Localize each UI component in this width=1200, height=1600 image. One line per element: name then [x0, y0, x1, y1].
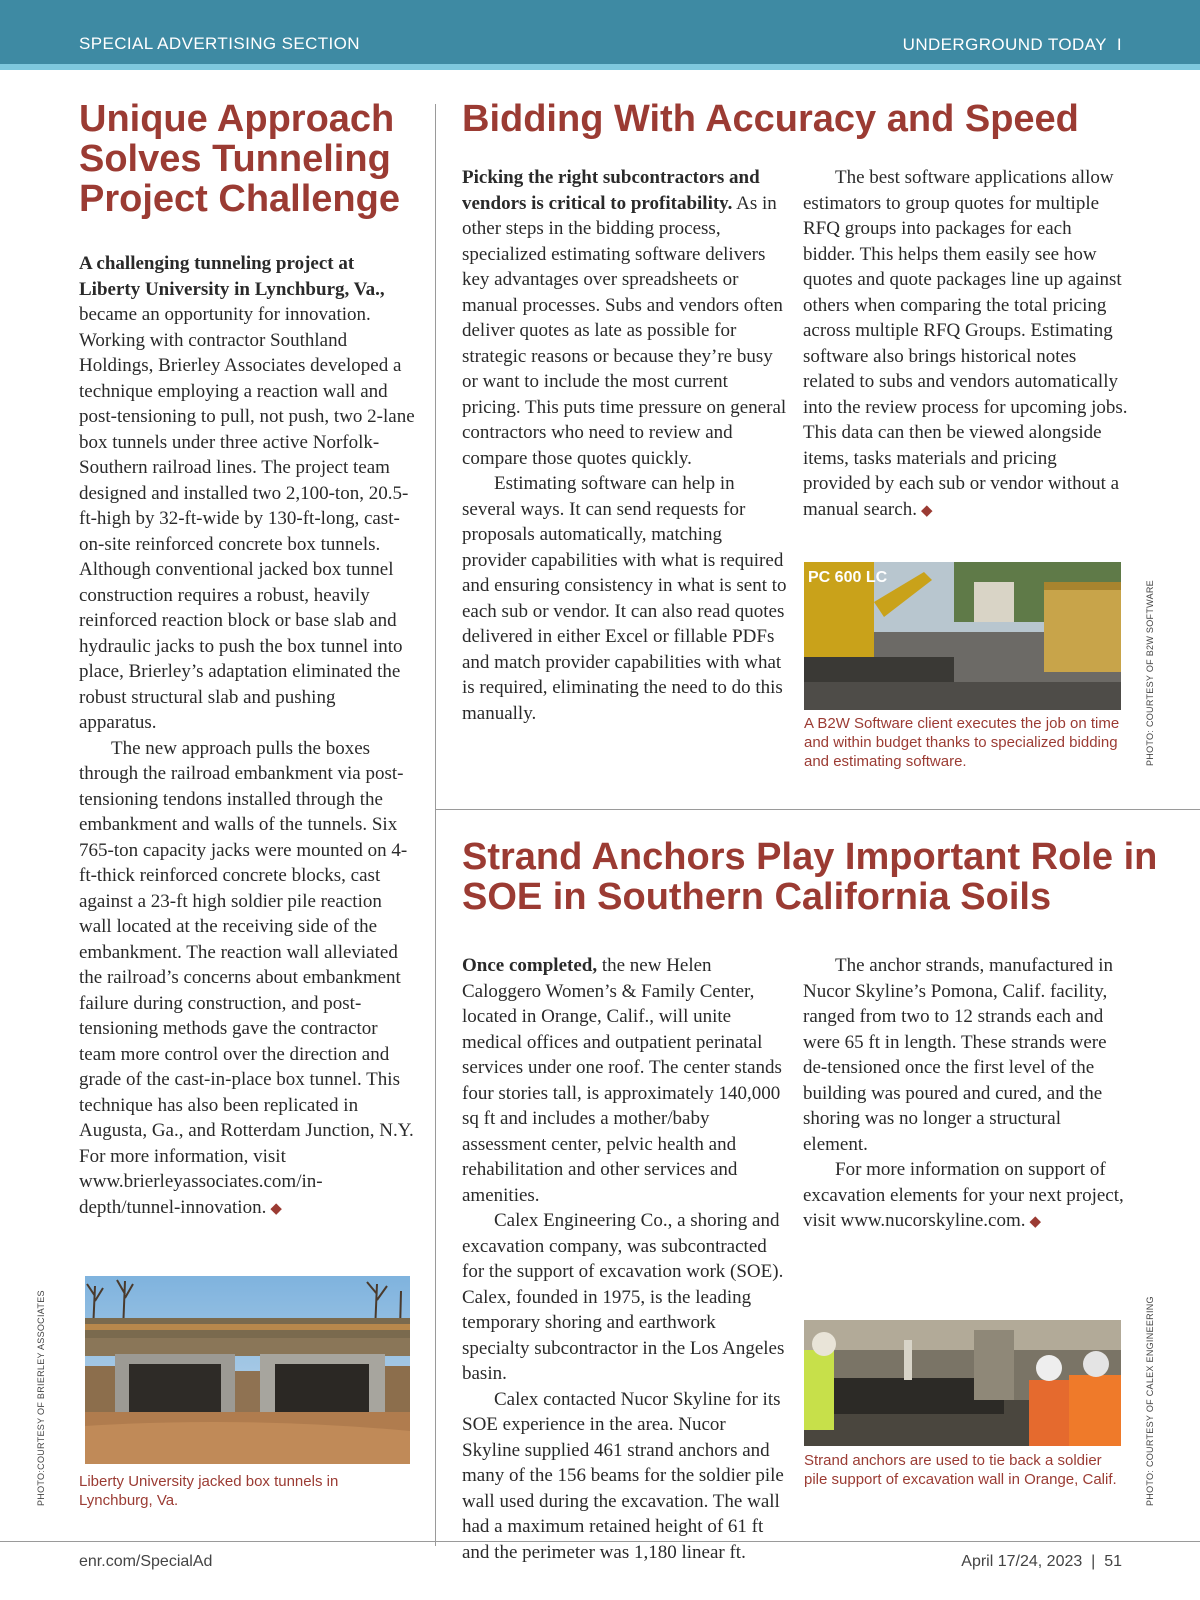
article1-body — [79, 251, 415, 1222]
strand-anchor-photo-image — [804, 1320, 1121, 1446]
tunnel-photo-image — [85, 1276, 410, 1464]
article3-para5: For more information on support of excavation elements for your next project, visit www.nucorskyline.com. — [803, 1159, 1124, 1231]
article2-paragraph — [462, 165, 787, 471]
article2-body-left — [462, 165, 787, 726]
article2-body-right — [803, 165, 1128, 524]
footer-url: enr.com/SpecialAd — [79, 1553, 213, 1570]
article2-lead: Picking the right subcontractors and vendors is critical to profitability. — [462, 167, 760, 214]
publication-title: UNDERGROUND TODAY — [902, 35, 1107, 54]
article3-paragraph: The anchor strands, manufactured in Nucor Skyline’s Pomona, Calif. facility, ranged from two to 12 strands each and were 65 ft in length. These strands were de-tensioned once the first level of the building was poured and cured, and the shoring was no longer a structural element. — [803, 955, 1114, 1155]
article3-headline: Strand Anchors Play Important Role in SOE in Southern California Soils — [462, 836, 1158, 918]
article2-paragraph: Estimating software can help in several ways. It can send requests for proposals automatically, matching provider capabilities with what is required and ensuring consistency in what is sent to each sub or vendor. It can also read quotes delivered in either Excel or fillable PDFs and match provider capabilities with what is required, eliminating the need to do this manually. — [462, 473, 787, 724]
end-mark-icon: ◆ — [1029, 1214, 1042, 1230]
article3-body-left — [462, 953, 787, 1563]
article3-paragraph: Calex contacted Nucor Skyline for its SOE experience in the area. Nucor Skyline supplied 461 strand anchors and many of the 156 beams for the soldier pile wall used during the excavation. The wall had a maximum retained height of 61 ft and the perimeter was 1,180 linear ft. — [462, 1388, 784, 1563]
strand-anchor-photo — [804, 1320, 1121, 1446]
strand-anchor-photo-caption: Strand anchors are used to tie back a soldier pile support of excavation wall in Orange, Calif. — [804, 1452, 1117, 1488]
article3-paragraph — [803, 1157, 1128, 1236]
tunnel-photo-credit: PHOTO:COURTESY OF BRIERLEY ASSOCIATES — [36, 1290, 46, 1506]
article3-paragraph: Calex Engineering Co., a shoring and excavation company, was subcontracted for the support of excavation work (SOE). Calex, founded in 1975, is the leading temporary shoring and earthwork specialty subcontractor in the Los Angeles basin. — [462, 1210, 785, 1384]
footer-date-page: April 17/24, 2023 | 51 — [961, 1553, 1122, 1570]
publication-label — [903, 35, 1122, 55]
section-label: SPECIAL ADVERTISING SECTION — [79, 34, 360, 53]
header-stripe — [0, 64, 1200, 70]
strand-anchor-photo-credit: PHOTO: COURTESY OF CALEX ENGINEERING — [1145, 1296, 1155, 1506]
end-mark-icon: ◆ — [270, 1200, 282, 1217]
excavator-photo — [804, 562, 1121, 710]
article1-lead: A challenging tunneling project at Liberty University in Lynchburg, Va., — [79, 253, 385, 300]
page-header — [0, 0, 1200, 64]
article1-paragraph — [79, 251, 415, 736]
article3-lead: Once completed, — [462, 955, 598, 976]
tunnel-photo-caption: Liberty University jacked box tunnels in Lynchburg, Va. — [79, 1473, 339, 1509]
article1-paragraph — [79, 736, 415, 1223]
article3-body-right — [803, 953, 1128, 1236]
excavator-photo-caption: A B2W Software client executes the job on time and within budget thanks to specialized bidding and estimating software. — [804, 715, 1120, 770]
article2-para3: The best software applications allow estimators to group quotes for multiple RFQ groups into packages for each bidder. This helps them easily see how quotes and quote packages line up against others when comparing the total pricing across multiple RFQ Groups. Estimating software also brings historical notes related to subs and vendors automatically into the review process for upcoming jobs. This data can then be viewed alongside items, tasks materials and pricing provided by each sub or vendor without a manual search. — [803, 167, 1128, 520]
tunnel-photo — [85, 1276, 410, 1464]
end-mark-icon: ◆ — [920, 502, 933, 519]
excavator-sign: PC 600 LC — [808, 569, 888, 586]
excavator-photo-image — [804, 562, 1121, 710]
article2-headline: Bidding With Accuracy and Speed — [462, 98, 1079, 140]
article1-lead-text: became an opportunity for innovation. Working with contractor Southland Holdings, Brierley Associates developed a technique employing a reaction wall and post-tensioning to pull, not push, two 2-lane box tunnels under three active Norfolk-Southern railroad lines. The project team designed and installed two 2,100-ton, 20.5-ft-high by 32-ft-wide by 130-ft-long, cast-on-site reinforced concrete box tunnels. Although conventional jacked box tunnel construction requires a robust, heavily reinforced reaction block or base slab and hydraulic jacks to push the box tunnel into place, Brierley’s adaptation eliminated the robust structural slab and pushing apparatus. — [79, 304, 415, 733]
article1-headline: Unique Approach Solves Tunneling Project Challenge — [79, 98, 400, 220]
header-separator: I — [1116, 35, 1122, 54]
article1-para2: The new approach pulls the boxes through the railroad embankment via post-tensioning tendons installed through the embankment and walls of the tunnels. Six 765-ton capacity jacks were mounted on 4-ft-thick reinforced concrete blocks, cast against a 23-ft high soldier pile reaction wall located at the receiving side of the embankment. The reaction wall alleviated the railroad’s concerns about embankment failure during construction, and post-tensioning methods gave the contractor team more control over the direction and grade of the cast-in-place box tunnel. This technique has also been replicated in Augusta, Ga., and Rotterdam Junction, N.Y. For more information, visit www.brierleyassociates.com/in-depth/tunnel-innovation. — [79, 737, 414, 1218]
article3-paragraph — [462, 953, 787, 1208]
excavator-photo-credit: PHOTO: COURTESY OF B2W SOFTWARE — [1145, 580, 1155, 766]
article2-lead-text: As in other steps in the bidding process, specialized estimating software delivers key advantages over spreadsheets or manual processes. Subs and vendors often deliver quotes as late as possible for strategic reasons or because they’re busy or want to include the most current pricing. This puts time pressure on general contractors who need to review and compare those quotes quickly. — [462, 192, 787, 469]
section-divider — [436, 809, 1200, 810]
article2-paragraph — [803, 165, 1128, 524]
article3-lead-text: the new Helen Caloggero Women’s & Family Center, located in Orange, Calif., will unite medical offices and outpatient perinatal services under one roof. The center stands four stories tall, is approximately 140,000 sq ft and includes a mother/baby assessment center, pelvic health and rehabilitation and other services and amenities. — [462, 955, 782, 1206]
column-divider — [435, 104, 436, 1546]
